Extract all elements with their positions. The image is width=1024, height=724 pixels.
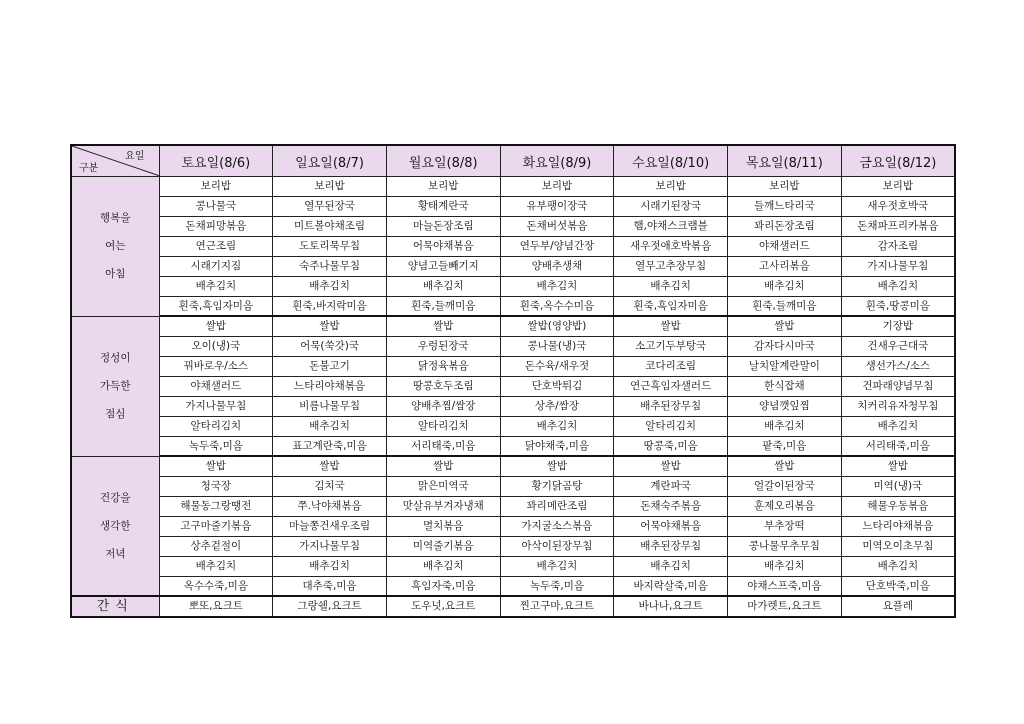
porridge-cell: 녹두죽,미음	[159, 437, 273, 457]
dish-cell: 한식잡채	[728, 377, 842, 397]
dish-cell: 배추김치	[159, 557, 273, 577]
meal-label-line: 여는	[105, 240, 126, 253]
dish-cell: 쌀밥	[500, 456, 614, 477]
dish-cell: 가지나물무침	[273, 537, 387, 557]
dish-cell: 꽈리돈장조림	[728, 217, 842, 237]
meal-label-line: 생각한	[100, 519, 131, 532]
dish-cell: 야채샐러드	[159, 377, 273, 397]
meal-label-line: 건강을	[100, 491, 131, 504]
dish-cell: 배추김치	[500, 277, 614, 297]
dish-cell: 마늘쫑건새우조림	[273, 517, 387, 537]
menu-row	[71, 337, 955, 357]
porridge-row	[71, 437, 955, 457]
porridge-cell: 서리태죽,미음	[841, 437, 955, 457]
dish-cell: 배추김치	[728, 557, 842, 577]
corner-category-label: 구분	[79, 163, 99, 174]
dish-cell: 부추장떡	[728, 517, 842, 537]
dish-cell: 기장밥	[841, 316, 955, 337]
dish-cell: 배추김치	[728, 417, 842, 437]
porridge-cell: 단호박죽,미음	[841, 577, 955, 597]
meal-label-line: 저녁	[105, 547, 126, 560]
meal-label	[71, 316, 159, 456]
porridge-cell: 닭야채죽,미음	[500, 437, 614, 457]
dish-cell: 멸치볶음	[386, 517, 500, 537]
dish-cell: 보리밥	[841, 177, 955, 197]
dish-cell: 미역(냉)국	[841, 477, 955, 497]
dish-cell: 쌀밥	[728, 456, 842, 477]
dish-cell: 날치알계란말이	[728, 357, 842, 377]
dish-cell: 미역줄기볶음	[386, 537, 500, 557]
dish-cell: 보리밥	[500, 177, 614, 197]
day-header: 토요일(8/6)	[159, 145, 273, 177]
dish-cell: 고사리볶음	[728, 257, 842, 277]
snack-cell: 바나나,요크트	[614, 596, 728, 617]
dish-cell: 숙주나물무침	[273, 257, 387, 277]
menu-row	[71, 197, 955, 217]
dish-cell: 들깨느타리국	[728, 197, 842, 217]
porridge-cell: 흰죽,들깨미음	[728, 297, 842, 317]
menu-row	[71, 316, 955, 337]
dish-cell: 어묵야채볶음	[614, 517, 728, 537]
dish-cell: 김치국	[273, 477, 387, 497]
porridge-cell: 흰죽,흑임자미음	[614, 297, 728, 317]
menu-row	[71, 237, 955, 257]
porridge-cell: 옥수수죽,미음	[159, 577, 273, 597]
menu-row	[71, 537, 955, 557]
dish-cell: 계란파국	[614, 477, 728, 497]
porridge-cell: 흰죽,들깨미음	[386, 297, 500, 317]
dish-cell: 생선가스/소스	[841, 357, 955, 377]
snack-cell: 그랑쉘,요크트	[273, 596, 387, 617]
menu-row	[71, 397, 955, 417]
dish-cell: 야채샐러드	[728, 237, 842, 257]
porridge-cell: 흰죽,옥수수미음	[500, 297, 614, 317]
meal-label-line: 가득한	[100, 380, 131, 392]
meal-label-line: 아침	[105, 268, 126, 281]
dish-cell: 양념고들빼기지	[386, 257, 500, 277]
snack-label: 간식	[71, 596, 159, 617]
dish-cell: 배추김치	[273, 557, 387, 577]
dish-cell: 햄,야채스크램블	[614, 217, 728, 237]
dish-cell: 느타리야채볶음	[273, 377, 387, 397]
dish-cell: 마늘돈장조림	[386, 217, 500, 237]
menu-body	[71, 145, 955, 617]
dish-cell: 맛살유부겨자냉채	[386, 497, 500, 517]
dish-cell: 느타리야채볶음	[841, 517, 955, 537]
dish-cell: 치커리유자청무침	[841, 397, 955, 417]
dish-cell: 미역오이초무침	[841, 537, 955, 557]
day-header: 일요일(8/7)	[273, 145, 387, 177]
menu-row	[71, 557, 955, 577]
porridge-cell: 흰죽,땅콩미음	[841, 297, 955, 317]
dish-cell: 쌀밥	[614, 456, 728, 477]
dish-cell: 가지굴소스볶음	[500, 517, 614, 537]
dish-cell: 쌀밥(영양밥)	[500, 316, 614, 337]
porridge-cell: 흰죽,바지락미음	[273, 297, 387, 317]
dish-cell: 쌀밥	[728, 316, 842, 337]
dish-cell: 해물우동볶음	[841, 497, 955, 517]
dish-cell: 양배추생채	[500, 257, 614, 277]
dish-cell: 배추김치	[386, 277, 500, 297]
dish-cell: 미트볼야채조림	[273, 217, 387, 237]
dish-cell: 청국장	[159, 477, 273, 497]
dish-cell: 배추김치	[728, 277, 842, 297]
dish-cell: 쌀밥	[386, 316, 500, 337]
meal-label-line: 행복을	[100, 212, 131, 225]
dish-cell: 황기닭곰탕	[500, 477, 614, 497]
snack-row	[71, 596, 955, 617]
menu-row	[71, 497, 955, 517]
dish-cell: 건새우근대국	[841, 337, 955, 357]
porridge-row	[71, 297, 955, 317]
snack-cell: 찐고구마,요크트	[500, 596, 614, 617]
dish-cell: 배추김치	[841, 557, 955, 577]
porridge-row	[71, 577, 955, 597]
dish-cell: 돈채파프리카볶음	[841, 217, 955, 237]
meal-label-line: 정성이	[100, 352, 131, 364]
dish-cell: 상추겉절이	[159, 537, 273, 557]
dish-cell: 알타리김치	[386, 417, 500, 437]
corner-day-label: 요일	[125, 151, 145, 162]
dish-cell: 유부팽이장국	[500, 197, 614, 217]
dish-cell: 양념깻잎찜	[728, 397, 842, 417]
dish-cell: 배추김치	[159, 277, 273, 297]
dish-cell: 감자다시마국	[728, 337, 842, 357]
dish-cell: 쌀밥	[273, 316, 387, 337]
menu-row	[71, 477, 955, 497]
dish-cell: 꿔바로우/소스	[159, 357, 273, 377]
dish-cell: 황태계란국	[386, 197, 500, 217]
dish-cell: 도토리묵무침	[273, 237, 387, 257]
porridge-cell: 대추죽,미음	[273, 577, 387, 597]
dish-cell: 배추김치	[841, 417, 955, 437]
porridge-cell: 팥죽,미음	[728, 437, 842, 457]
dish-cell: 꽈리메란조림	[500, 497, 614, 517]
dish-cell: 연두부/양념간장	[500, 237, 614, 257]
dish-cell: 콩나물무추무침	[728, 537, 842, 557]
menu-row	[71, 517, 955, 537]
dish-cell: 맑은미역국	[386, 477, 500, 497]
dish-cell: 건파래양념무침	[841, 377, 955, 397]
dish-cell: 쭈.낙야채볶음	[273, 497, 387, 517]
dish-cell: 새우젓호박국	[841, 197, 955, 217]
menu-row	[71, 257, 955, 277]
dish-cell: 어묵(쑥갓)국	[273, 337, 387, 357]
porridge-cell: 바지락살죽,미음	[614, 577, 728, 597]
porridge-cell: 야채스프죽,미음	[728, 577, 842, 597]
day-header: 화요일(8/9)	[500, 145, 614, 177]
porridge-cell: 흑임자죽,미음	[386, 577, 500, 597]
menu-row	[71, 277, 955, 297]
dish-cell: 열무된장국	[273, 197, 387, 217]
snack-cell: 요플레	[841, 596, 955, 617]
dish-cell: 배추김치	[500, 557, 614, 577]
dish-cell: 보리밥	[159, 177, 273, 197]
dish-cell: 해물동그랑땡전	[159, 497, 273, 517]
dish-cell: 얼갈이된장국	[728, 477, 842, 497]
snack-cell: 도우넛,요크트	[386, 596, 500, 617]
day-header: 수요일(8/10)	[614, 145, 728, 177]
dish-cell: 콩나물국	[159, 197, 273, 217]
dish-cell: 보리밥	[386, 177, 500, 197]
porridge-cell: 서리태죽,미음	[386, 437, 500, 457]
dish-cell: 양배추찜/쌈장	[386, 397, 500, 417]
dish-cell: 단호박튀김	[500, 377, 614, 397]
dish-cell: 알타리김치	[159, 417, 273, 437]
snack-cell: 마가렛트,요크트	[728, 596, 842, 617]
dish-cell: 상추/쌈장	[500, 397, 614, 417]
menu-row	[71, 417, 955, 437]
meal-label	[71, 177, 159, 317]
dish-cell: 쌀밥	[614, 316, 728, 337]
dish-cell: 배추된장무침	[614, 537, 728, 557]
dish-cell: 어묵야채볶음	[386, 237, 500, 257]
day-header: 목요일(8/11)	[728, 145, 842, 177]
dish-cell: 돈채피망볶음	[159, 217, 273, 237]
day-header: 월요일(8/8)	[386, 145, 500, 177]
weekly-menu-table	[70, 144, 956, 618]
dish-cell: 보리밥	[728, 177, 842, 197]
dish-cell: 쌀밥	[159, 456, 273, 477]
dish-cell: 감자조림	[841, 237, 955, 257]
dish-cell: 훈제오리볶음	[728, 497, 842, 517]
menu-row	[71, 357, 955, 377]
dish-cell: 소고기두부탕국	[614, 337, 728, 357]
dish-cell: 돈수육/새우젓	[500, 357, 614, 377]
porridge-cell: 녹두죽,미음	[500, 577, 614, 597]
dish-cell: 우렁된장국	[386, 337, 500, 357]
dish-cell: 새우젓애호박볶음	[614, 237, 728, 257]
menu-row	[71, 456, 955, 477]
dish-cell: 닭정육볶음	[386, 357, 500, 377]
dish-cell: 돈불고기	[273, 357, 387, 377]
dish-cell: 콩나물(냉)국	[500, 337, 614, 357]
porridge-cell: 땅콩죽,미음	[614, 437, 728, 457]
porridge-cell: 표고계란죽,미음	[273, 437, 387, 457]
dish-cell: 오이(냉)국	[159, 337, 273, 357]
dish-cell: 배추된장무침	[614, 397, 728, 417]
dish-cell: 아삭이된장무침	[500, 537, 614, 557]
dish-cell: 배추김치	[273, 417, 387, 437]
menu-row	[71, 377, 955, 397]
dish-cell: 배추김치	[500, 417, 614, 437]
day-header: 금요일(8/12)	[841, 145, 955, 177]
dish-cell: 쌀밥	[273, 456, 387, 477]
dish-cell: 연근조림	[159, 237, 273, 257]
header-row	[71, 145, 955, 177]
menu-row	[71, 217, 955, 237]
dish-cell: 코다리조림	[614, 357, 728, 377]
dish-cell: 배추김치	[841, 277, 955, 297]
snack-cell: 뽀또,요크트	[159, 596, 273, 617]
dish-cell: 배추김치	[273, 277, 387, 297]
dish-cell: 배추김치	[614, 277, 728, 297]
dish-cell: 시래기된장국	[614, 197, 728, 217]
menu-row	[71, 177, 955, 197]
corner-header	[71, 145, 159, 177]
dish-cell: 쌀밥	[841, 456, 955, 477]
porridge-cell: 흰죽,흑임자미음	[159, 297, 273, 317]
dish-cell: 보리밥	[273, 177, 387, 197]
meal-label	[71, 456, 159, 596]
dish-cell: 쌀밥	[386, 456, 500, 477]
dish-cell: 땅콩호두조림	[386, 377, 500, 397]
dish-cell: 돈채숙주볶음	[614, 497, 728, 517]
dish-cell: 알타리김치	[614, 417, 728, 437]
dish-cell: 가지나물무침	[159, 397, 273, 417]
dish-cell: 고구마줄기볶음	[159, 517, 273, 537]
dish-cell: 가지나물무침	[841, 257, 955, 277]
dish-cell: 배추김치	[386, 557, 500, 577]
dish-cell: 배추김치	[614, 557, 728, 577]
dish-cell: 비름나물무침	[273, 397, 387, 417]
dish-cell: 보리밥	[614, 177, 728, 197]
dish-cell: 연근흑임자샐러드	[614, 377, 728, 397]
dish-cell: 시래기지짐	[159, 257, 273, 277]
meal-label-line: 점심	[105, 408, 126, 420]
dish-cell: 돈채버섯볶음	[500, 217, 614, 237]
dish-cell: 쌀밥	[159, 316, 273, 337]
dish-cell: 열무고추장무침	[614, 257, 728, 277]
